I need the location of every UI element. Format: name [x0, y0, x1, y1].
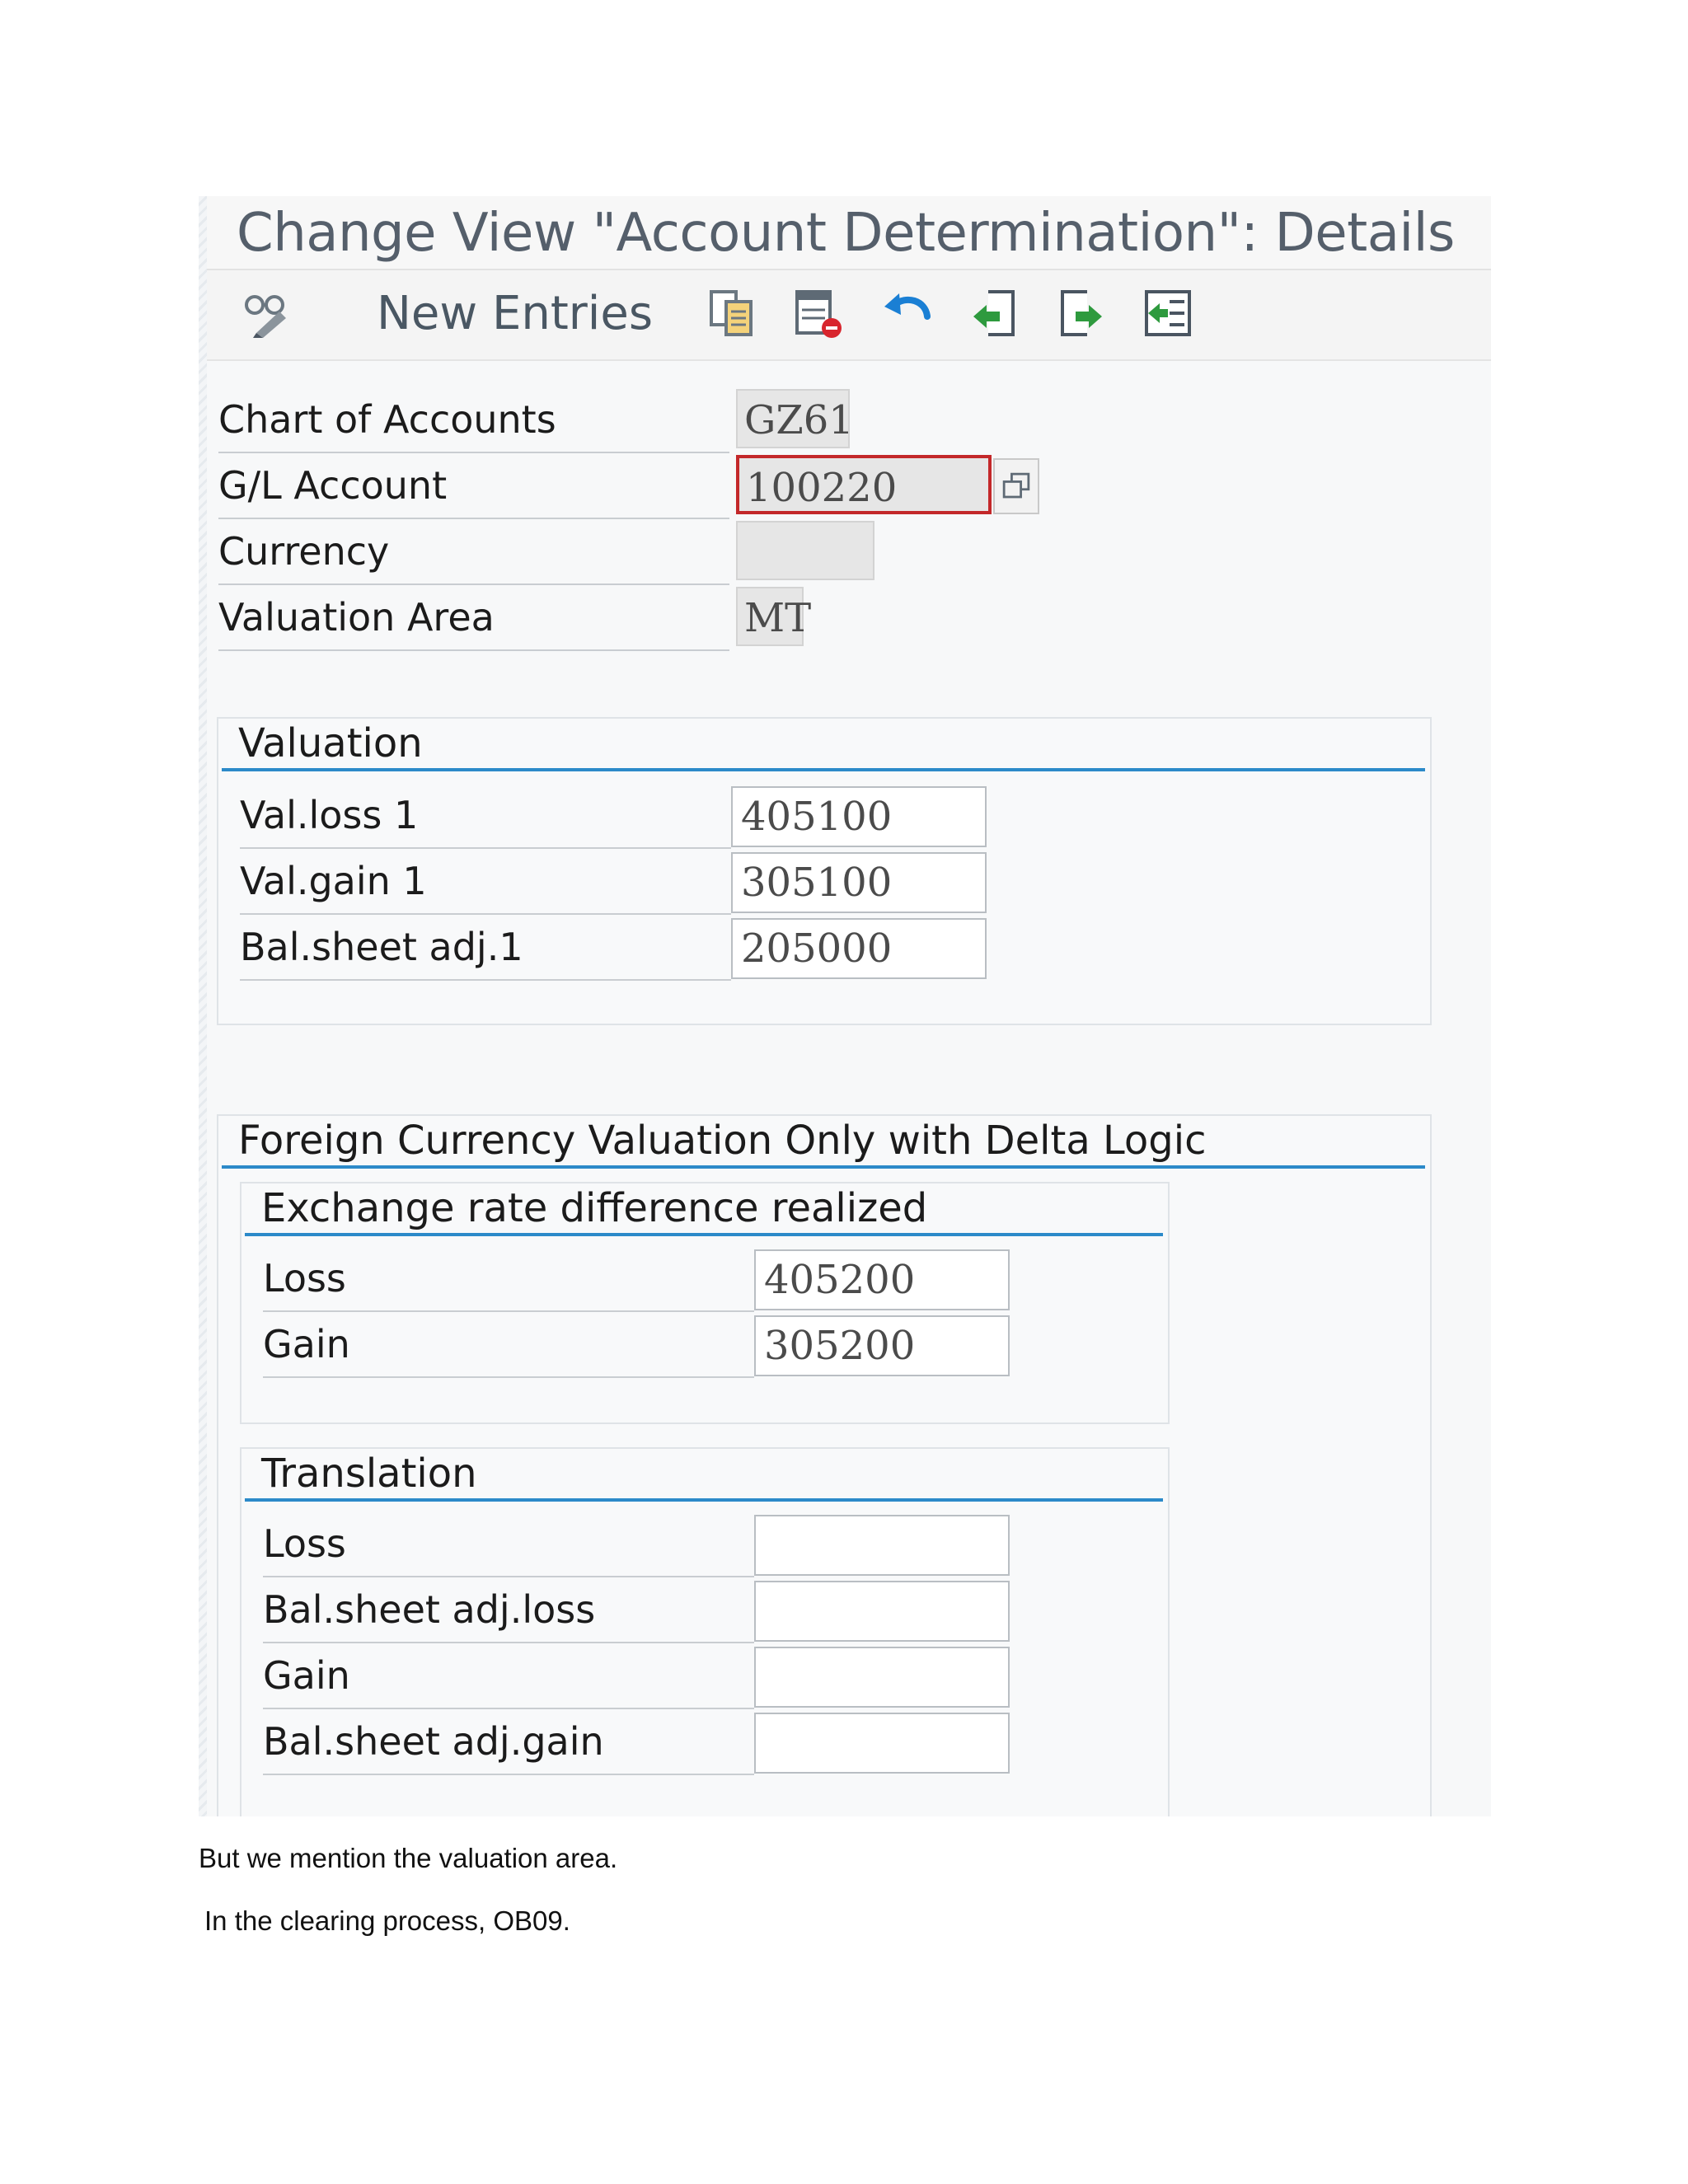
translation-loss-row	[263, 1511, 1005, 1577]
valuation-area-label: Valuation Area	[218, 585, 729, 651]
caption-line-2: In the clearing process, OB09.	[204, 1905, 570, 1936]
realized-subgroup-title: Exchange rate difference realized	[261, 1185, 928, 1231]
translation-gain-label: Gain	[263, 1643, 754, 1709]
previous-entry-icon[interactable]	[968, 287, 1021, 340]
gl-account-label: G/L Account	[218, 453, 729, 519]
delete-icon[interactable]	[792, 287, 845, 340]
val-gain-1-input[interactable]: 305100	[731, 852, 987, 913]
new-entries-button[interactable]: New Entries	[377, 287, 653, 340]
realized-gain-label: Gain	[263, 1312, 754, 1378]
valuation-area-row	[218, 585, 1372, 651]
val-gain-1-row	[240, 849, 982, 915]
sap-content-area	[207, 196, 1491, 1816]
bal-sheet-adj-loss-label: Bal.sheet adj.loss	[263, 1577, 754, 1643]
glasses-pencil-icon[interactable]	[240, 287, 293, 340]
val-loss-1-label: Val.loss 1	[240, 783, 731, 849]
title-bar	[207, 196, 1491, 270]
bal-sheet-adj-1-row	[240, 915, 982, 981]
select-all-icon[interactable]	[1142, 287, 1194, 340]
copy-icon[interactable]	[706, 287, 759, 340]
window-title: Change View "Account Determination": Details	[237, 203, 1455, 264]
valuation-group-underline	[222, 768, 1425, 771]
realized-subgroup	[240, 1182, 1170, 1424]
translation-loss-input[interactable]	[754, 1515, 1010, 1576]
valuation-group	[217, 717, 1432, 1025]
bal-sheet-adj-loss-input[interactable]	[754, 1581, 1010, 1642]
realized-subgroup-underline	[245, 1233, 1163, 1236]
currency-row	[218, 519, 1372, 585]
next-entry-icon[interactable]	[1054, 287, 1107, 340]
chart-of-accounts-field: GZ61	[736, 389, 850, 448]
sap-screen	[199, 196, 1491, 1816]
translation-subgroup	[240, 1447, 1170, 1816]
bal-sheet-adj-gain-label: Bal.sheet adj.gain	[263, 1709, 754, 1775]
translation-loss-label: Loss	[263, 1511, 754, 1577]
gl-account-field[interactable]: 100220	[736, 455, 992, 514]
chart-of-accounts-label: Chart of Accounts	[218, 387, 729, 453]
realized-loss-row	[263, 1246, 1005, 1312]
realized-loss-label: Loss	[263, 1246, 754, 1312]
undo-icon[interactable]	[881, 287, 934, 340]
currency-label: Currency	[218, 519, 729, 585]
val-loss-1-input[interactable]: 405100	[731, 786, 987, 847]
val-gain-1-label: Val.gain 1	[240, 849, 731, 915]
gl-account-row	[218, 453, 1372, 519]
delta-logic-group	[217, 1114, 1432, 1816]
realized-loss-input[interactable]: 405200	[754, 1249, 1010, 1310]
header-fields	[218, 387, 1372, 651]
bal-sheet-adj-gain-row	[263, 1709, 1005, 1775]
currency-field	[736, 521, 874, 580]
delta-logic-group-underline	[222, 1165, 1425, 1169]
realized-gain-input[interactable]: 305200	[754, 1315, 1010, 1376]
valuation-area-field: MT	[736, 587, 804, 646]
chart-of-accounts-row	[218, 387, 1372, 453]
translation-gain-row	[263, 1643, 1005, 1709]
bal-sheet-adj-gain-input[interactable]	[754, 1713, 1010, 1774]
caption-line-1: But we mention the valuation area.	[199, 1843, 618, 1873]
val-loss-1-row	[240, 783, 982, 849]
translation-subgroup-title: Translation	[261, 1451, 477, 1497]
application-toolbar	[207, 270, 1491, 361]
valuation-group-title: Valuation	[238, 720, 423, 766]
translation-gain-input[interactable]	[754, 1647, 1010, 1708]
bal-sheet-adj-1-label: Bal.sheet adj.1	[240, 915, 731, 981]
translation-subgroup-underline	[245, 1498, 1163, 1502]
bal-sheet-adj-1-input[interactable]: 205000	[731, 918, 987, 979]
realized-gain-row	[263, 1312, 1005, 1378]
value-help-icon[interactable]	[993, 458, 1039, 514]
bal-sheet-adj-loss-row	[263, 1577, 1005, 1643]
delta-logic-group-title: Foreign Currency Valuation Only with Delta Logic	[238, 1118, 1207, 1164]
